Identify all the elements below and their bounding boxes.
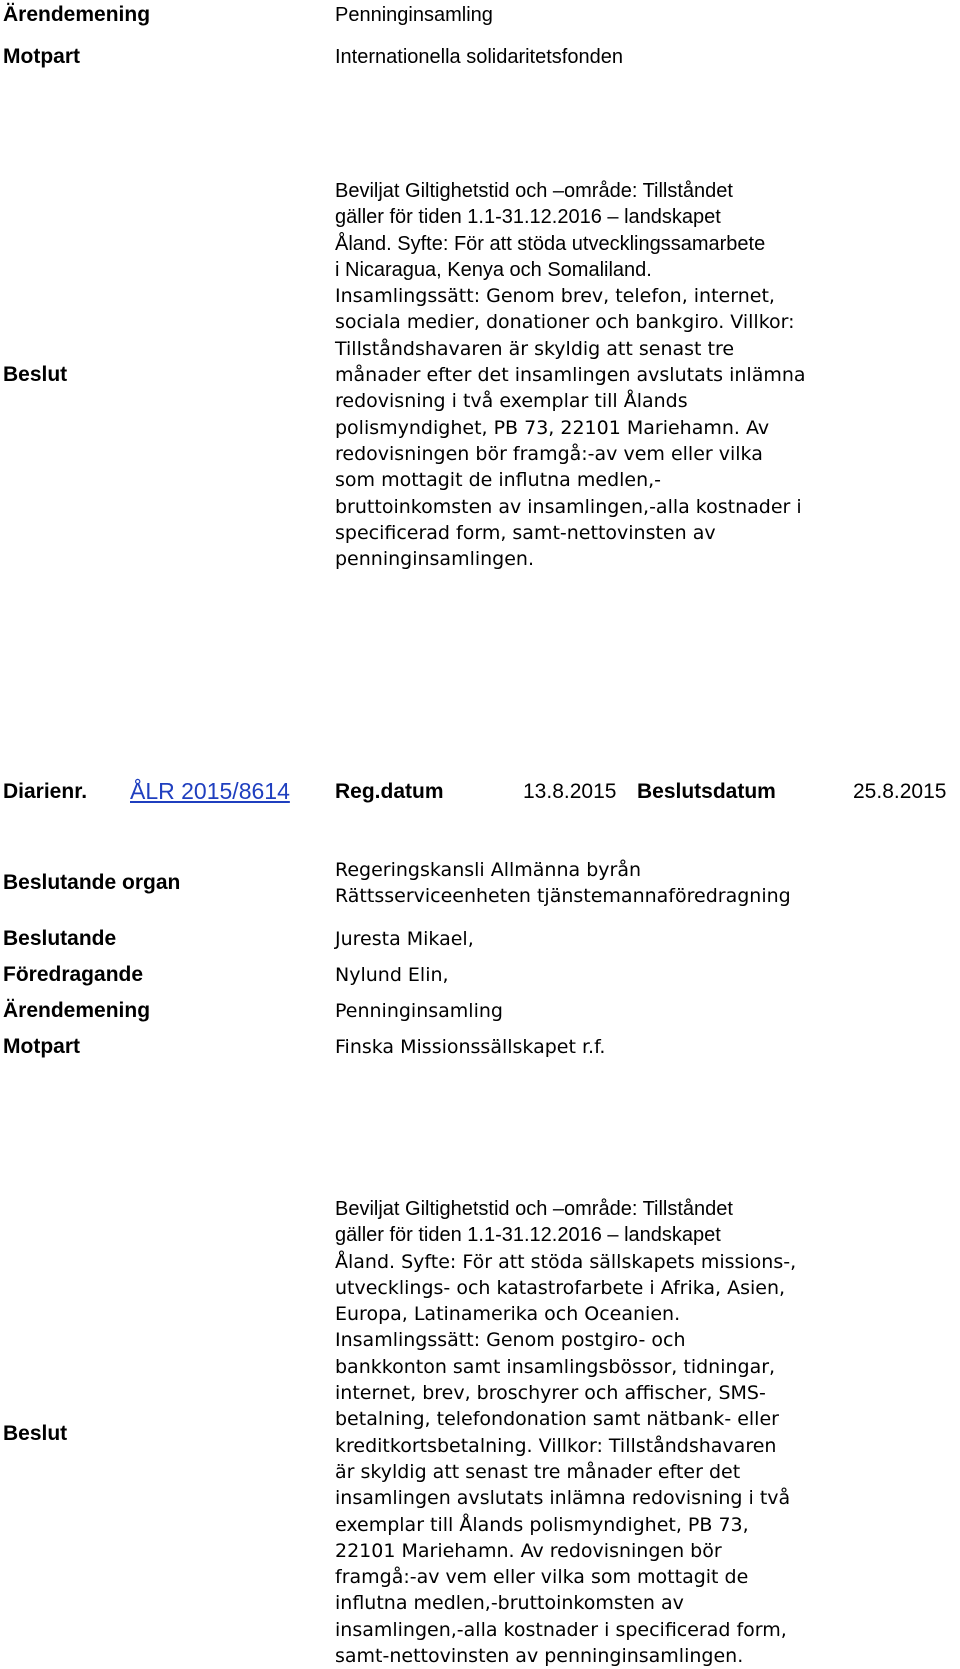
beslutsdatum-value: 25.8.2015 (853, 780, 947, 803)
beslut-line: insamlingen avslutats inlämna redovisning i två (335, 1487, 791, 1510)
diarienr-label: Diarienr. (3, 780, 88, 803)
beslut-line: är skyldig att senast tre månader efter det (335, 1460, 741, 1483)
beslut-line: betalning, telefondonation samt nätbank- eller (335, 1408, 779, 1431)
regdatum-label: Reg.datum (335, 780, 444, 803)
beslut-line: Tillståndshavaren är skyldig att senast tre (335, 337, 735, 360)
beslut-line: som mottagit de influtna medlen,- (335, 469, 662, 492)
beslut-line: insamlingen,-alla kostnader i specificerad form, (335, 1618, 787, 1641)
beslutande-organ-line-1: Regeringskansli Allmänna byrån (335, 859, 642, 881)
beslut-line: gäller för tiden 1.1-31.12.2016 – landskapet (335, 1224, 721, 1247)
beslut-line: utvecklings- och katastrofarbete i Afrika, Asien, (335, 1276, 786, 1299)
beslut-line: penninginsamlingen. (335, 548, 535, 571)
beslut-line: Insamlingssätt: Genom brev, telefon, internet, (335, 285, 775, 308)
motpart-label-2: Motpart (3, 1035, 80, 1058)
beslut-line: Åland. Syfte: För att stöda utvecklingssamarbete (335, 232, 766, 255)
motpart-value-2: Finska Missionssällskapet r.f. (335, 1036, 606, 1058)
beslut-line: Europa, Latinamerika och Oceanien. (335, 1303, 681, 1326)
beslutande-organ-line-2: Rättsserviceenheten tjänstemannaföredragning (335, 885, 791, 907)
beslut-text-1 (335, 178, 855, 572)
motpart-label-1: Motpart (3, 45, 80, 68)
diarienr-link[interactable]: ÅLR 2015/8614 (130, 778, 290, 804)
beslut-line: Beviljat Giltighetstid och –område: Tillståndet (335, 180, 733, 202)
beslut-line: Åland. Syfte: För att stöda sällskapets missions-, (335, 1250, 797, 1273)
arendemening-label-2: Ärendemening (3, 999, 151, 1022)
beslut-line: i Nicaragua, Kenya och Somaliland. (335, 258, 652, 281)
arendemening-value-1: Penninginsamling (335, 4, 493, 26)
beslut-text-2 (335, 1196, 855, 1669)
beslutande-value: Juresta Mikael, (335, 928, 474, 950)
beslut-line: gäller för tiden 1.1-31.12.2016 – landskapet (335, 206, 721, 229)
beslut-line: specificerad form, samt-nettovinsten av (335, 521, 716, 544)
beslut-line: månader efter det insamlingen avslutats inlämna (335, 364, 806, 387)
beslut-line: sociala medier, donationer och bankgiro. Villkor: (335, 311, 795, 334)
arendemening-value-2: Penninginsamling (335, 1000, 503, 1022)
beslutande-label: Beslutande (3, 927, 117, 950)
beslut-line: influtna medlen,-bruttoinkomsten av (335, 1592, 684, 1615)
beslut-line: 22101 Mariehamn. Av redovisningen bör (335, 1539, 722, 1562)
foredragande-label: Föredragande (3, 963, 144, 986)
beslut-label-1: Beslut (3, 363, 68, 386)
beslut-line: exemplar till Ålands polismyndighet, PB 73, (335, 1513, 749, 1536)
arendemening-label-1: Ärendemening (3, 3, 151, 26)
beslut-line: bankkonton samt insamlingsbössor, tidningar, (335, 1355, 776, 1378)
regdatum-value: 13.8.2015 (523, 780, 617, 803)
beslut-line: samt-nettovinsten av penninginsamlingen. (335, 1645, 744, 1668)
beslutsdatum-label: Beslutsdatum (637, 780, 776, 803)
beslut-line: framgå:-av vem eller vilka som mottagit de (335, 1566, 749, 1589)
beslut-line: internet, brev, broschyrer och affischer, SMS- (335, 1382, 766, 1405)
beslut-line: Insamlingssätt: Genom postgiro- och (335, 1329, 686, 1352)
beslut-line: kreditkortsbetalning. Villkor: Tillståndshavaren (335, 1434, 777, 1457)
beslut-line: Beviljat Giltighetstid och –område: Tillståndet (335, 1198, 733, 1220)
beslut-label-2: Beslut (3, 1422, 68, 1445)
beslut-line: redovisning i två exemplar till Ålands (335, 390, 688, 413)
beslut-line: polismyndighet, PB 73, 22101 Mariehamn. Av (335, 416, 770, 439)
beslutande-organ-label: Beslutande organ (3, 871, 181, 894)
motpart-value-1: Internationella solidaritetsfonden (335, 46, 623, 68)
beslut-line: redovisningen bör framgå:-av vem eller vilka (335, 442, 763, 465)
foredragande-value: Nylund Elin, (335, 964, 449, 986)
beslut-line: bruttoinkomsten av insamlingen,-alla kostnader i (335, 495, 802, 518)
